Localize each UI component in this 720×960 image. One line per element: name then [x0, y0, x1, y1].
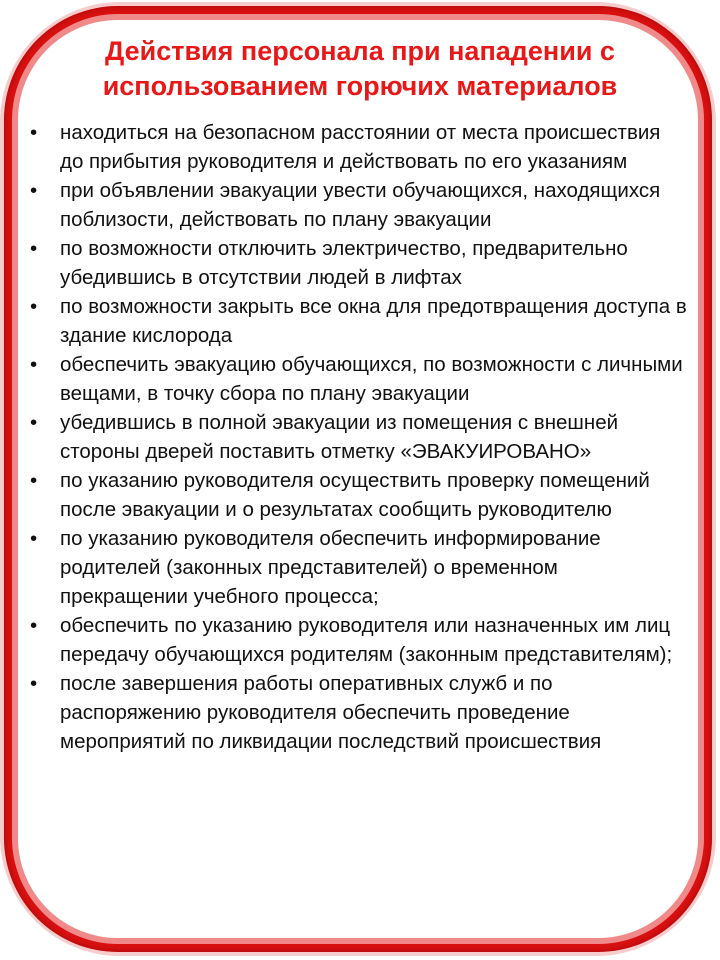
- list-item-text: находиться на безопасном расстоянии от места происшествия до прибытия руководителя и действовать по его указаниям: [60, 121, 661, 173]
- list-item-text: обеспечить по указанию руководителя или назначенных им лиц передачу обучающихся родителям (законным представителям);: [60, 614, 673, 666]
- slide-title: Действия персонала при нападении с использованием горючих материалов: [102, 36, 618, 101]
- list-item-text: по указанию руководителя обеспечить информирование родителей (законных представителей) о временном прекращении учебного процесса;: [60, 527, 601, 608]
- list-item-text: по возможности отключить электричество, предварительно убедившись в отсутствии людей в лифтах: [60, 237, 628, 289]
- list-item: [28, 466, 688, 524]
- bullet-icon: •: [30, 121, 38, 144]
- list-item-text: после завершения работы оперативных служб и по распоряжению руководителя обеспечить проведение мероприятий по ликвидации последствий происшествия: [60, 672, 602, 753]
- bullet-icon: •: [30, 614, 38, 637]
- list-item: [28, 292, 688, 350]
- list-item-text: обеспечить эвакуацию обучающихся, по возможности с личными вещами, в точку сбора по плану эвакуации: [60, 353, 683, 405]
- bullet-icon: •: [30, 411, 38, 434]
- list-item: [28, 176, 688, 234]
- list-item: [28, 234, 688, 292]
- list-item-text: при объявлении эвакуации увести обучающихся, находящихся поблизости, действовать по плану эвакуации: [60, 179, 661, 231]
- list-item: [28, 408, 688, 466]
- list-item-text: убедившись в полной эвакуации из помещения с внешней стороны дверей поставить отметку «ЭВАКУИРОВАНО»: [60, 411, 619, 463]
- bullet-icon: •: [30, 353, 38, 376]
- list-item: [28, 350, 688, 408]
- bullet-icon: •: [30, 295, 38, 318]
- list-item: [28, 611, 688, 669]
- list-item-text: по возможности закрыть все окна для предотвращения доступа в здание кислорода: [60, 295, 687, 347]
- bullet-icon: •: [30, 237, 38, 260]
- bullet-icon: •: [30, 527, 38, 550]
- list-item: [28, 118, 688, 176]
- list-item: [28, 524, 688, 611]
- list-item-text: по указанию руководителя осуществить проверку помещений после эвакуации и о результатах сообщить руководителю: [60, 469, 650, 521]
- instruction-list: [28, 118, 688, 756]
- bullet-icon: •: [30, 179, 38, 202]
- list-item: [28, 669, 688, 756]
- bullet-icon: •: [30, 469, 38, 492]
- bullet-icon: •: [30, 672, 38, 695]
